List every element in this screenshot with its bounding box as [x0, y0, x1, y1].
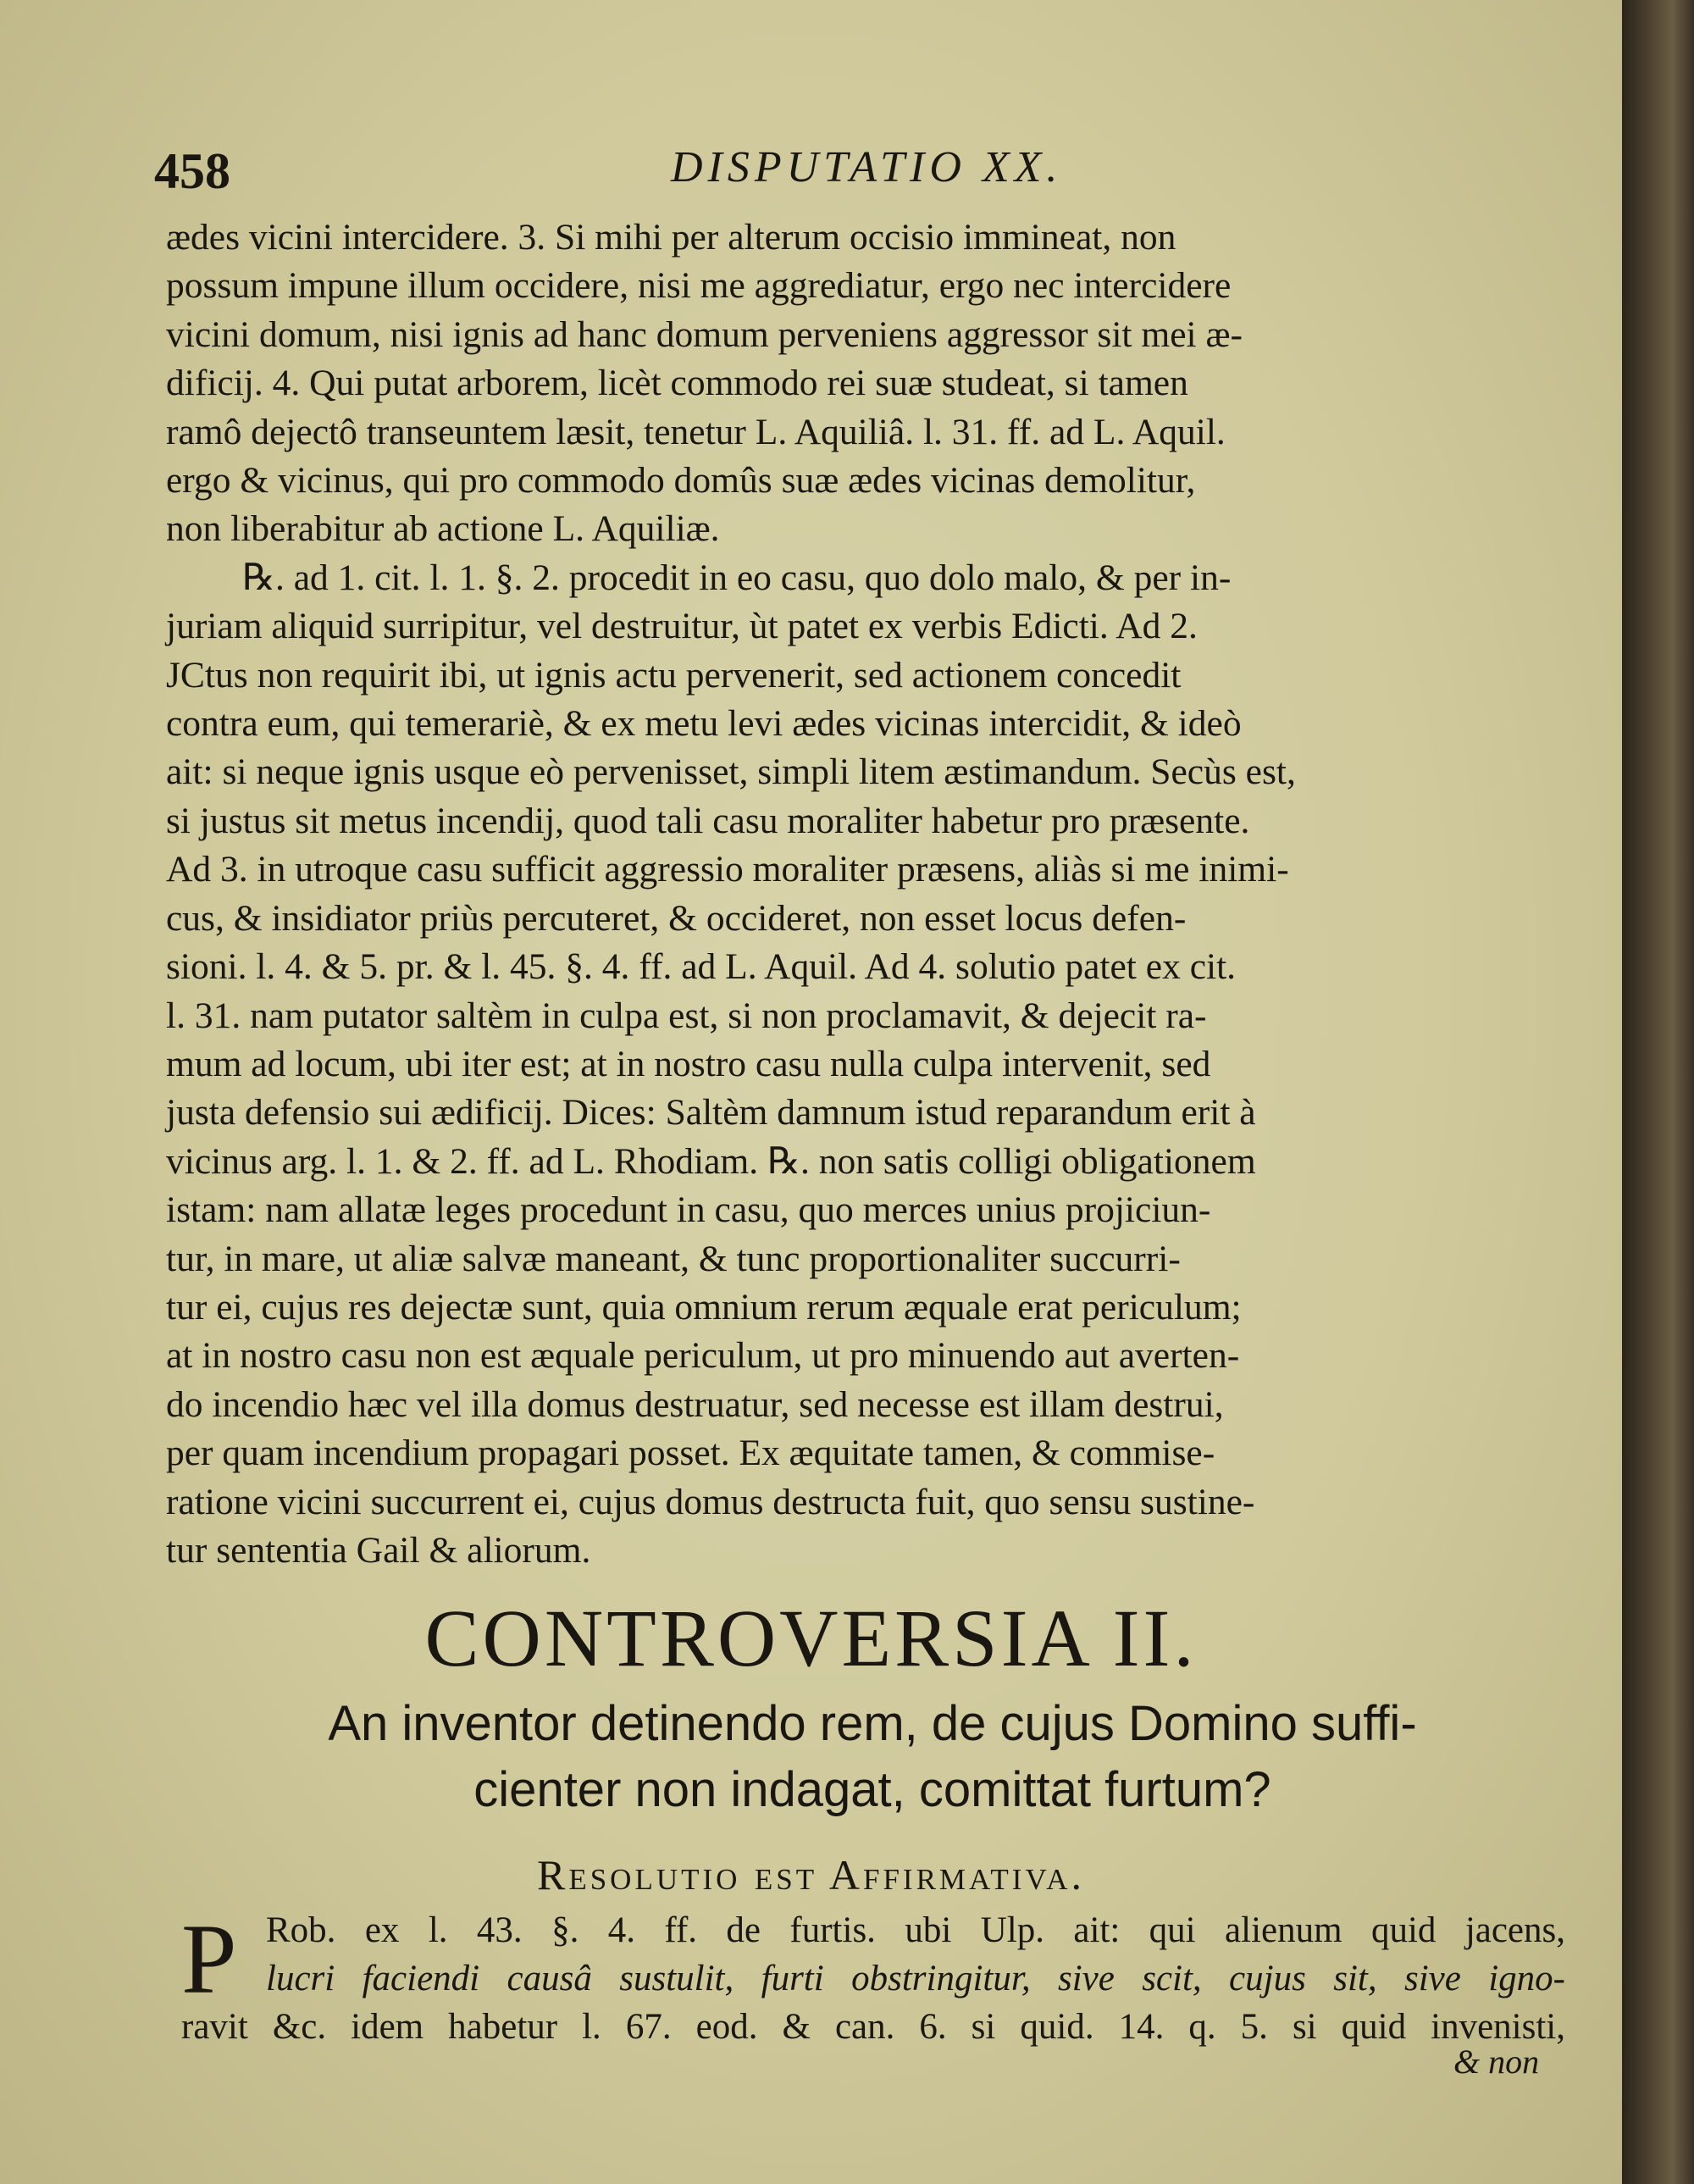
controversia-question [169, 1691, 1575, 1823]
text-line: tur ei, cujus res dejectæ sunt, quia omnium rerum æquale erat periculum; [166, 1286, 1242, 1328]
text-line: ergo & vicinus, qui pro commodo domûs suæ ædes vicinas demolitur, [166, 460, 1196, 502]
text-line: si justus sit metus incendij, quod tali casu moraliter habetur pro præsente. [166, 800, 1250, 841]
text-line: per quam incendium propagari posset. Ex æquitate tamen, & commise- [166, 1433, 1215, 1474]
running-head: DISPUTATIO XX. [671, 143, 1063, 191]
text-line: vicini domum, nisi ignis ad hanc domum perveniens aggressor sit mei æ- [166, 313, 1243, 355]
text-line: contra eum, qui temerariè, & ex metu levi ædes vicinas intercidit, & ideò [166, 703, 1242, 745]
text-line: tur, in mare, ut aliæ salvæ maneant, & tunc proportionaliter succurri- [166, 1238, 1181, 1279]
text-line: juriam aliquid surripitur, vel destruitur, ùt patet ex verbis Edicti. Ad 2. [166, 606, 1198, 647]
text-line: istam: nam allatæ leges procedunt in casu, quo merces unius projiciun- [166, 1189, 1211, 1231]
controversia-title: CONTROVERSIA II. [424, 1593, 1198, 1683]
probatio-paragraph [181, 1906, 1565, 2051]
text-line: justa defensio sui ædificij. Dices: Saltèm damnum istud reparandum erit à [166, 1092, 1256, 1134]
drop-cap: P [181, 1904, 237, 2015]
text-line: JCtus non requirit ibi, ut ignis actu pervenerit, sed actionem concedit [166, 654, 1182, 696]
text-line: ratione vicini succurrent ei, cujus domus destructa fuit, quo sensu sustine- [166, 1481, 1255, 1522]
page-number: 458 [154, 143, 230, 199]
text-line: Rob. ex l. 43. §. 4. ff. de furtis. ubi Ulp. ait: qui alienum quid jacens, [266, 1910, 1565, 1950]
question-line: An inventor detinendo rem, de cujus Domino suffi- [328, 1696, 1417, 1751]
text-line: vicinus arg. l. 1. & 2. ff. ad L. Rhodiam. ℞. non satis colligi obligationem [166, 1140, 1256, 1182]
book-spine-edge [1622, 0, 1694, 2184]
text-line: lucri faciendi causâ sustulit, furti obstringitur, sive scit, cujus sit, sive igno- [266, 1959, 1565, 1998]
text-line: at in nostro casu non est æquale periculum, ut pro minuendo aut averten- [166, 1335, 1240, 1377]
text-line: dificij. 4. Qui putat arborem, licèt commodo rei suæ studeat, si tamen [166, 363, 1188, 404]
text-line: do incendio hæc vel illa domus destruatur, sed necesse est illam destrui, [166, 1383, 1224, 1425]
text-line: ravit &c. idem habetur l. 67. eod. & can. 6. si quid. 14. q. 5. si quid invenisti, [181, 2007, 1565, 2047]
body-text [166, 213, 1564, 1575]
text-line: l. 31. nam putator saltèm in culpa est, si non proclamavit, & dejecit ra- [166, 995, 1207, 1036]
text-line: mum ad locum, ubi iter est; at in nostro casu nulla culpa intervenit, sed [166, 1043, 1211, 1084]
text-line: sioni. l. 4. & 5. pr. & l. 45. §. 4. ff. ad L. Aquil. Ad 4. solutio patet ex cit. [166, 946, 1237, 988]
text-line: possum impune illum occidere, nisi me aggrediatur, ergo nec intercidere [166, 265, 1232, 307]
resolutio-heading: Resolutio est Affirmativa. [536, 1851, 1086, 1899]
text-line: cus, & insidiator priùs percuteret, & occideret, non esset locus defen- [166, 897, 1187, 939]
text-line: ædes vicini intercidere. 3. Si mihi per alterum occisio immineat, non [166, 217, 1176, 258]
question-line: cienter non indagat, comittat furtum? [473, 1762, 1271, 1817]
text-line: ramô dejectô transeuntem læsit, tenetur L. Aquiliâ. l. 31. ff. ad L. Aquil. [166, 411, 1226, 452]
page-header [154, 142, 1560, 202]
text-line: non liberabitur ab actione L. Aquiliæ. [166, 508, 720, 550]
catchword: & non [1453, 2043, 1540, 2081]
text-line: ℞. ad 1. cit. l. 1. §. 2. procedit in eo casu, quo dolo malo, & per in- [242, 557, 1232, 598]
text-line: Ad 3. in utroque casu sufficit aggressio moraliter præsens, aliàs si me inimi- [166, 849, 1289, 890]
text-line: tur sententia Gail & aliorum. [166, 1529, 591, 1571]
text-line: ait: si neque ignis usque eò pervenisset, simpli litem æstimandum. Secùs est, [166, 751, 1296, 793]
